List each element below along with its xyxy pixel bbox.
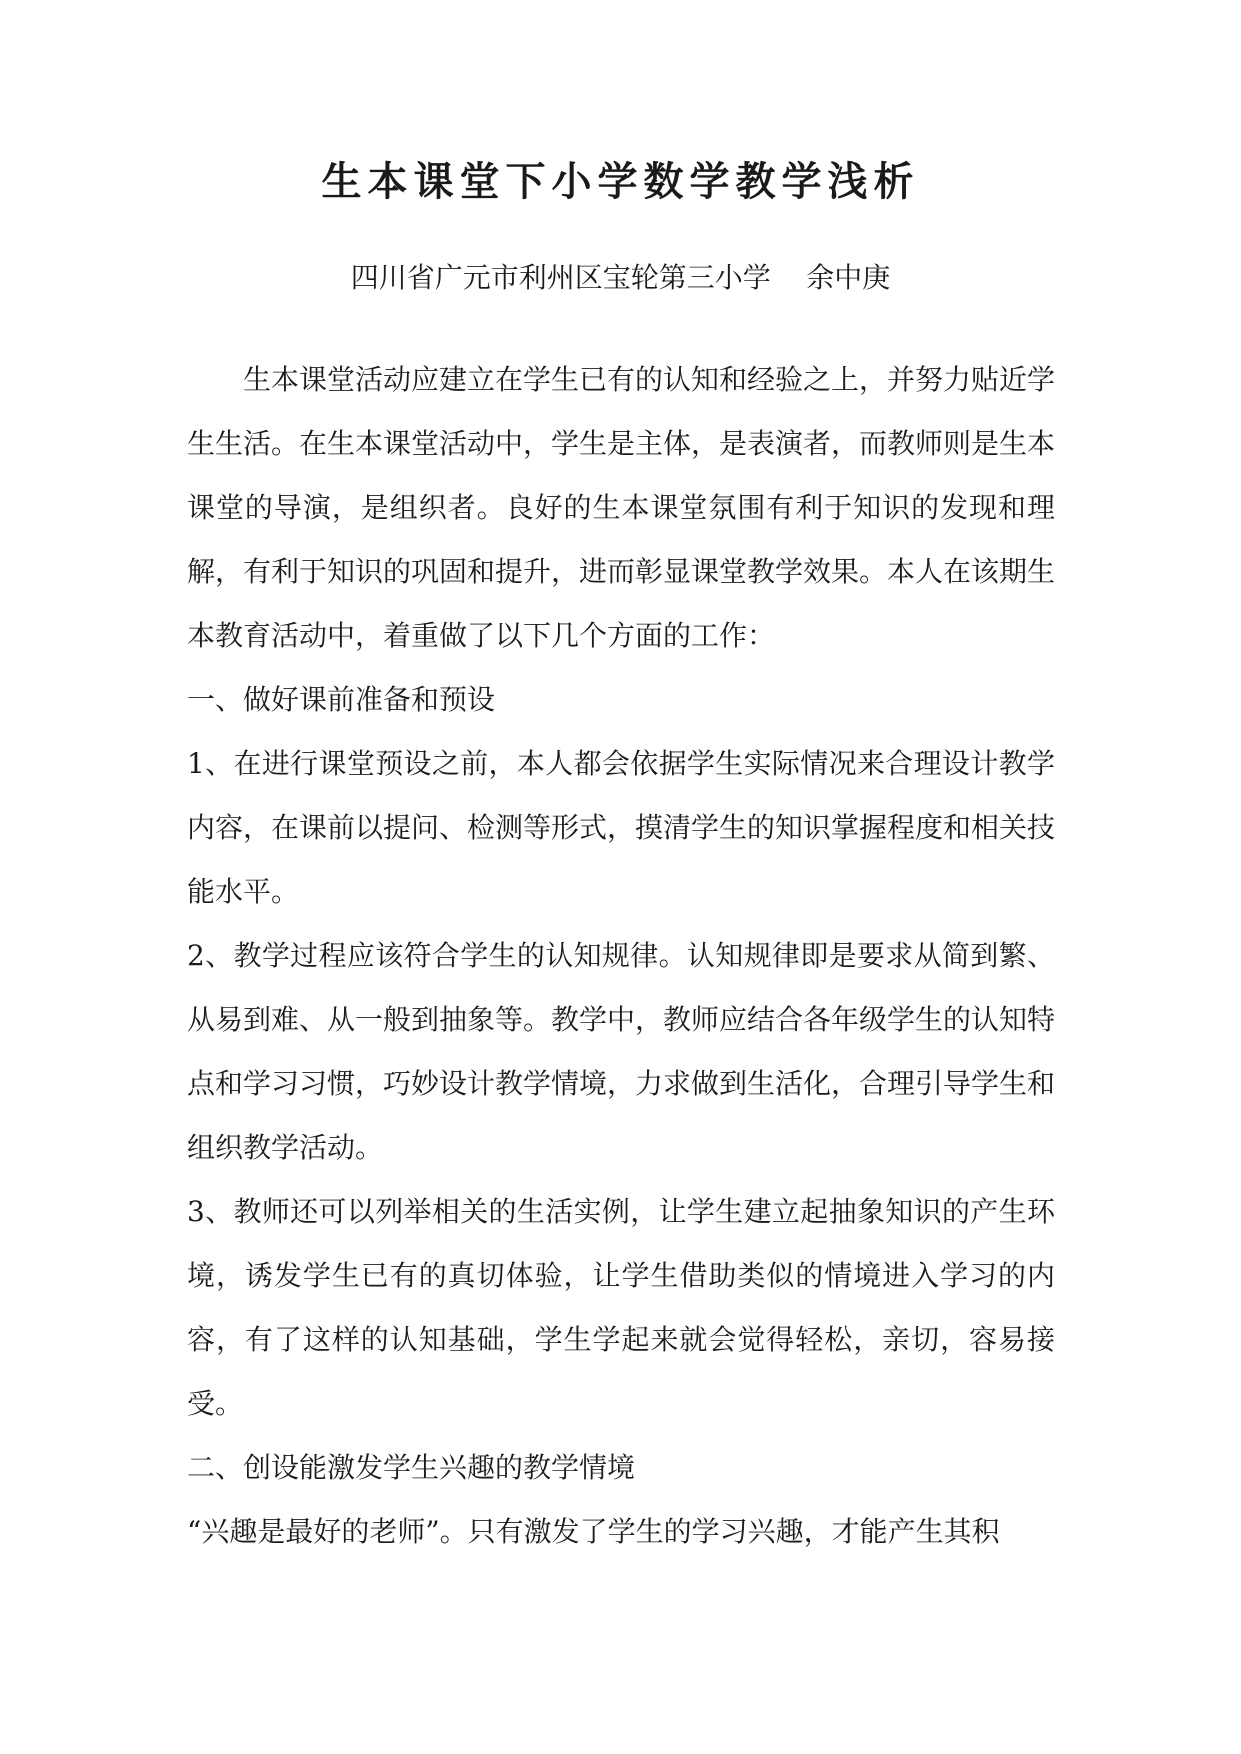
section-heading-2: 二、创设能激发学生兴趣的教学情境	[187, 1451, 636, 1484]
list-item-2: 2、教学过程应该符合学生的认知规律。认知规律即是要求从简到繁、从易到难、从一般到抽象等。教学中，教师应结合各年级学生的认知特点和学习习惯，巧妙设计教学情境，力求做到生活化，合理引导学生和组织教学活动。	[187, 939, 1056, 1164]
intro-paragraph: 生本课堂活动应建立在学生已有的认知和经验之上，并努力贴近学生生活。在生本课堂活动中，学生是主体，是表演者，而教师则是生本课堂的导演，是组织者。良好的生本课堂氛围有利于知识的发现和理解，有利于知识的巩固和提升，进而彰显课堂教学效果。本人在该期生本教育活动中，着重做了以下几个方面的工作：	[187, 363, 1056, 652]
section-2-paragraph: “兴趣是最好的老师”。只有激发了学生的学习兴趣，才能产生其积	[187, 1515, 1000, 1548]
list-item-3: 3、教师还可以列举相关的生活实例，让学生建立起抽象知识的产生环境，诱发学生已有的真切体验，让学生借助类似的情境进入学习的内容，有了这样的认知基础，学生学起来就会觉得轻松，亲切，容易接受。	[187, 1195, 1055, 1420]
author-byline: 四川省广元市利州区宝轮第三小学 余中庚	[350, 261, 891, 294]
section-heading-1: 一、做好课前准备和预设	[187, 683, 496, 716]
document-body	[187, 348, 1055, 1564]
list-item-1: 1、在进行课堂预设之前，本人都会依据学生实际情况来合理设计教学内容，在课前以提问、检测等形式，摸清学生的知识掌握程度和相关技能水平。	[187, 747, 1056, 908]
document-title: 生本课堂下小学数学教学浅析	[321, 158, 920, 205]
